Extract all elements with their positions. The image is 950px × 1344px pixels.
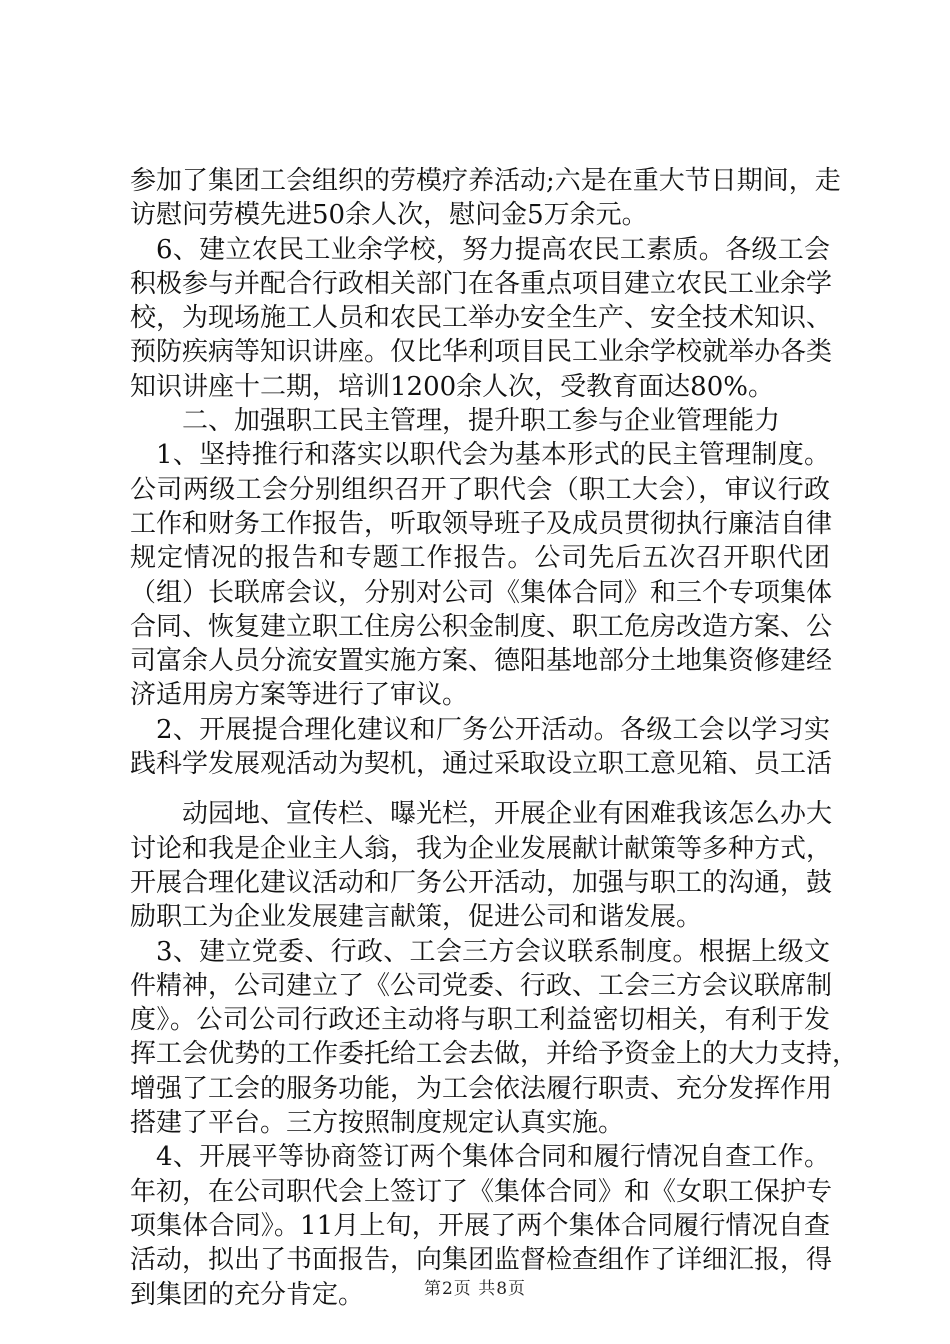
text-line: 动园地、宣传栏、曝光栏，开展企业有困难我该怎么办大 xyxy=(182,799,833,830)
text-line: 件精神，公司建立了《公司党委、行政、工会三方会议联席制 xyxy=(130,970,833,1001)
page-footer: 第2页 共8页 xyxy=(423,1279,527,1299)
text-line: 预防疾病等知识讲座。仅比华利项目民工业余学校就举办各类 xyxy=(130,337,833,368)
text-line: 校，为现场施工人员和农民工举办安全生产、安全技术知识、 xyxy=(130,303,833,334)
text-line: 积极参与并配合行政相关部门在各重点项目建立农民工业余学 xyxy=(130,268,833,299)
text-line: 讨论和我是企业主人翁，我为企业发展献计献策等多种方式， xyxy=(130,833,833,864)
section-heading: 二、加强职工民主管理，提升职工参与企业管理能力 xyxy=(182,406,781,437)
text-line: 参加了集团工会组织的劳模疗养活动;六是在重大节日期间，走 xyxy=(130,166,841,196)
text-line: 访慰问劳模先进50余人次，慰问金5万余元。 xyxy=(130,200,648,231)
text-line: 6、建立农民工业余学校，努力提高农民工素质。各级工会 xyxy=(156,234,830,265)
text-line: 践科学发展观活动为契机，通过采取设立职工意见箱、员工活 xyxy=(130,749,833,780)
text-line: 年初，在公司职代会上签订了《集体合同》和《女职工保护专 xyxy=(130,1176,833,1207)
text-line: 1、坚持推行和落实以职代会为基本形式的民主管理制度。 xyxy=(156,440,830,471)
text-line: （组）长联席会议，分别对公司《集体合同》和三个专项集体 xyxy=(130,577,833,608)
text-line: 3、建立党委、行政、工会三方会议联系制度。根据上级文 xyxy=(156,936,830,967)
text-line: 到集团的充分肯定。 xyxy=(130,1279,365,1310)
text-line: 度》。公司公司行政还主动将与职工利益密切相关，有利于发 xyxy=(130,1005,830,1036)
text-line: 搭建了平台。三方按照制度规定认真实施。 xyxy=(130,1108,625,1139)
text-line: 公司两级工会分别组织召开了职代会（职工大会），审议行政 xyxy=(130,474,830,505)
text-line: 合同、恢复建立职工住房公积金制度、职工危房改造方案、公 xyxy=(130,611,833,642)
text-line: 活动，拟出了书面报告，向集团监督检查组作了详细汇报，得 xyxy=(130,1245,833,1276)
text-line: 规定情况的报告和专题工作报告。公司先后五次召开职代团 xyxy=(130,543,830,574)
text-line: 知识讲座十二期，培训1200余人次，受教育面达80%。 xyxy=(130,371,774,402)
text-line: 开展合理化建议活动和厂务公开活动，加强与职工的沟通，鼓 xyxy=(130,867,833,898)
text-line: 项集体合同》。11月上旬，开展了两个集体合同履行情况自查 xyxy=(130,1210,830,1241)
text-line: 2、开展提合理化建议和厂务公开活动。各级工会以学习实 xyxy=(156,714,830,745)
text-line: 4、开展平等协商签订两个集体合同和履行情况自查工作。 xyxy=(156,1142,830,1173)
text-line: 工作和财务工作报告，听取领导班子及成员贯彻执行廉洁自律 xyxy=(130,508,833,539)
document-body xyxy=(130,164,859,1312)
text-line: 挥工会优势的工作委托给工会去做，并给予资金上的大力支持， xyxy=(130,1039,859,1070)
text-line: 增强了工会的服务功能，为工会依法履行职责、充分发挥作用 xyxy=(130,1073,833,1104)
text-line: 司富余人员分流安置实施方案、德阳基地部分土地集资修建经 xyxy=(130,646,833,677)
text-line: 励职工为企业发展建言献策，促进公司和谐发展。 xyxy=(130,902,703,933)
text-line: 济适用房方案等进行了审议。 xyxy=(130,680,469,711)
